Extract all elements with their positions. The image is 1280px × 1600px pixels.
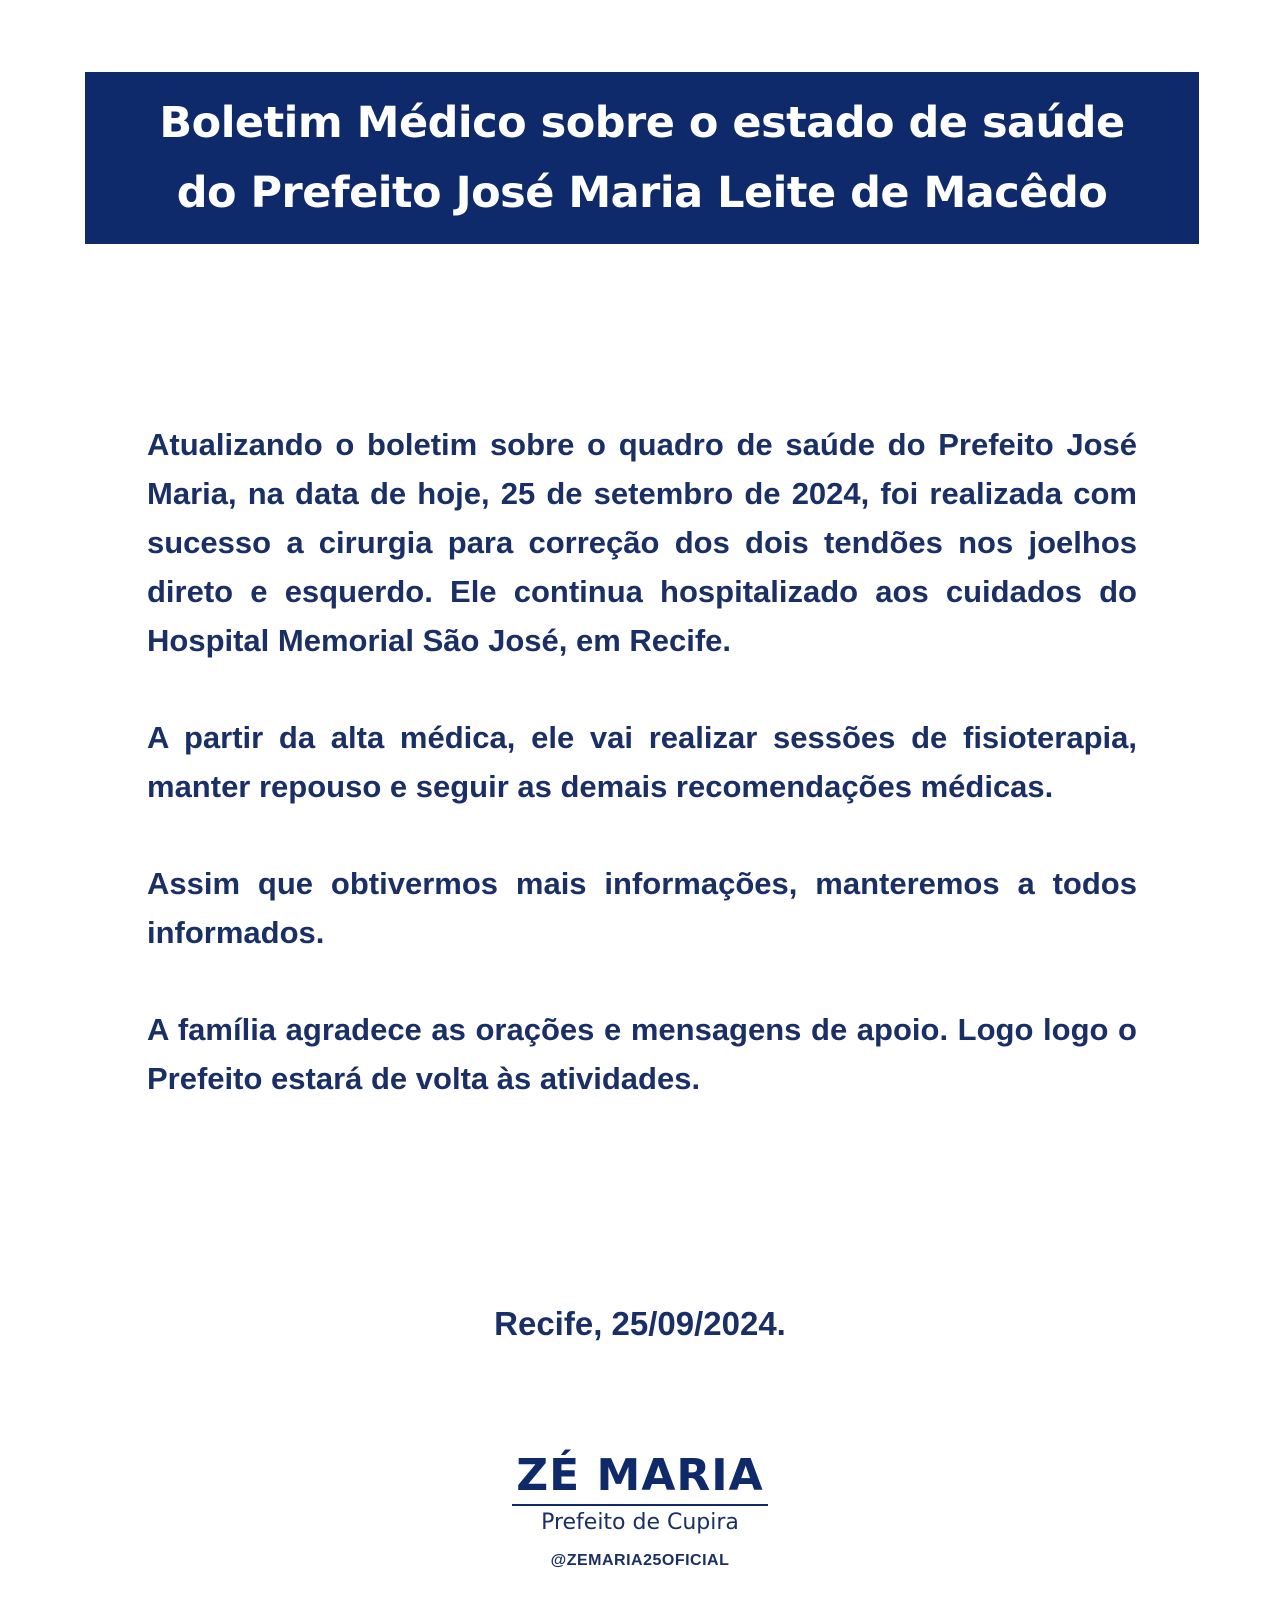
title-banner [85, 72, 1199, 244]
social-handle: @ZEMARIA25OFICIAL [550, 1552, 730, 1569]
paragraph-surgery-update: Atualizando o boletim sobre o quadro de saúde do Prefeito José Maria, na data de hoje, 25 de setembro de 2024, foi realizada com sucesso a cirurgia para correção dos dois tendões nos joelhos direto e esquerdo. Ele continua hospitalizado aos cuidados do Hospital Memorial São José, em Recife. [147, 427, 1137, 658]
paragraph-recovery-plan: A partir da alta médica, ele vai realizar sessões de fisioterapia, manter repouso e seguir as demais recomendações médicas. [147, 720, 1137, 804]
ze-maria-logo [0, 1450, 1280, 1538]
paragraph-family-thanks: A família agradece as orações e mensagens de apoio. Logo logo o Prefeito estará de volta às atividades. [147, 1012, 1137, 1096]
title-line-2: do Prefeito José Maria Leite de Macêdo [176, 168, 1108, 218]
logo-divider [512, 1504, 768, 1506]
title-line-1: Boletim Médico sobre o estado de saúde [159, 98, 1125, 148]
logo-name: ZÉ MARIA [516, 1450, 764, 1501]
bulletin-body [147, 420, 1137, 1151]
date-line: Recife, 25/09/2024. [494, 1305, 786, 1342]
paragraph-further-updates: Assim que obtivermos mais informações, manteremos a todos informados. [147, 866, 1137, 950]
logo-subtitle: Prefeito de Cupira [541, 1510, 739, 1535]
